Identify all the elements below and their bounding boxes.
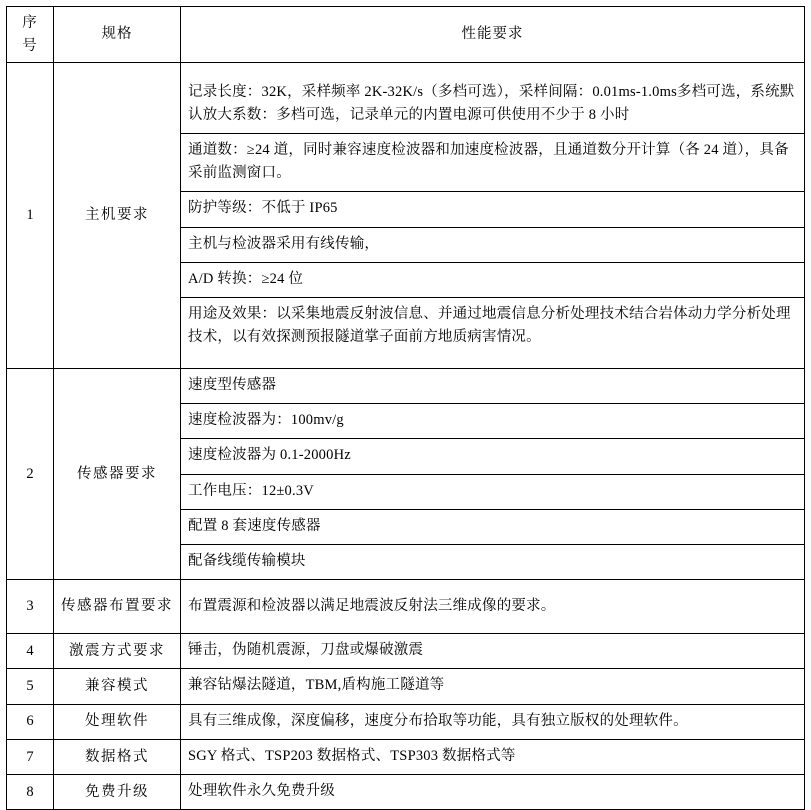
requirement-text: 速度型传感器 bbox=[181, 369, 804, 404]
requirement-list bbox=[181, 76, 804, 356]
row-index: 2 bbox=[7, 369, 54, 580]
row-index: 3 bbox=[7, 580, 54, 634]
row-spec: 传感器要求 bbox=[54, 369, 181, 580]
requirement-item bbox=[181, 297, 804, 355]
table-row bbox=[7, 669, 805, 704]
requirement-text: SGY 格式、TSP203 数据格式、TSP303 数据格式等 bbox=[188, 747, 516, 764]
row-index: 5 bbox=[7, 669, 54, 704]
row-requirements bbox=[181, 634, 805, 669]
table-row bbox=[7, 63, 805, 369]
requirement-item bbox=[181, 134, 804, 192]
table-row bbox=[7, 634, 805, 669]
table-header-row bbox=[7, 7, 805, 63]
requirement-item bbox=[181, 76, 804, 134]
requirement-item bbox=[181, 192, 804, 227]
column-header-index bbox=[7, 7, 54, 63]
requirement-text: 速度检波器为：100mv/g bbox=[181, 404, 804, 439]
requirement-text: 速度检波器为 0.1-2000Hz bbox=[181, 439, 804, 474]
requirement-text: 通道数：≥24 道，同时兼容速度检波器和加速度检波器，且通道数分开计算（各 24 道），具备采前监测窗口。 bbox=[181, 134, 804, 192]
requirement-text: 处理软件永久免费升级 bbox=[188, 782, 335, 799]
requirement-text: 记录长度：32K，采样频率 2K-32K/s（多档可选），采样间隔：0.01ms-1.0ms多档可选，系统默认放大系数：多档可选，记录单元的内置电源可供使用不少于 8 小时 bbox=[181, 76, 804, 134]
row-spec: 传感器布置要求 bbox=[54, 580, 181, 634]
table-row bbox=[7, 704, 805, 739]
row-requirements bbox=[181, 774, 805, 809]
row-requirements bbox=[181, 704, 805, 739]
row-index: 8 bbox=[7, 774, 54, 809]
row-requirements bbox=[181, 369, 805, 580]
requirement-item bbox=[181, 474, 804, 509]
requirement-text: 配备线缆传输模块 bbox=[188, 552, 306, 569]
requirement-list bbox=[181, 369, 804, 579]
row-spec: 兼容模式 bbox=[54, 669, 181, 704]
requirement-item bbox=[181, 439, 804, 474]
row-requirements bbox=[181, 739, 805, 774]
requirement-item bbox=[181, 369, 804, 404]
row-spec: 主机要求 bbox=[54, 63, 181, 369]
requirement-item bbox=[181, 404, 804, 439]
row-requirements bbox=[181, 580, 805, 634]
table-row bbox=[7, 580, 805, 634]
row-index: 4 bbox=[7, 634, 54, 669]
requirement-text: 防护等级：不低于 IP65 bbox=[181, 192, 804, 227]
table-header bbox=[7, 7, 805, 63]
row-spec: 激震方式要求 bbox=[54, 634, 181, 669]
row-requirements bbox=[181, 669, 805, 704]
row-spec: 处理软件 bbox=[54, 704, 181, 739]
requirement-text: 布置震源和检波器以满足地震波反射法三维成像的要求。 bbox=[188, 597, 556, 614]
requirement-text: 具有三维成像，深度偏移，速度分布拾取等功能，具有独立版权的处理软件。 bbox=[188, 712, 688, 729]
requirement-item bbox=[181, 544, 804, 579]
requirement-item bbox=[181, 227, 804, 262]
requirement-text: 用途及效果：以采集地震反射波信息、并通过地震信息分析处理技术结合岩体动力学分析处理技术，以有效探测预报隧道掌子面前方地质病害情况。 bbox=[188, 305, 791, 346]
specification-table bbox=[6, 6, 805, 810]
row-index: 7 bbox=[7, 739, 54, 774]
column-header-index-line1: 序 bbox=[22, 15, 38, 32]
column-header-index-line2: 号 bbox=[22, 37, 38, 54]
table-row bbox=[7, 774, 805, 809]
requirement-text: 锤击，伪随机震源，刀盘或爆破激震 bbox=[188, 642, 424, 659]
row-index: 6 bbox=[7, 704, 54, 739]
requirement-text: 主机与检波器采用有线传输， bbox=[181, 227, 804, 262]
requirement-text: 工作电压：12±0.3V bbox=[181, 474, 804, 509]
table-row bbox=[7, 369, 805, 580]
row-index: 1 bbox=[7, 63, 54, 369]
row-requirements bbox=[181, 63, 805, 369]
table-row bbox=[7, 739, 805, 774]
requirement-text: 兼容钻爆法隧道，TBM,盾构施工隧道等 bbox=[188, 677, 445, 694]
column-header-requirement: 性能要求 bbox=[181, 7, 805, 63]
requirement-item bbox=[181, 262, 804, 297]
table-body bbox=[7, 63, 805, 810]
requirement-text: 配置 8 套速度传感器 bbox=[181, 509, 804, 544]
requirement-item bbox=[181, 509, 804, 544]
requirement-text: A/D 转换：≥24 位 bbox=[181, 262, 804, 297]
row-spec: 免费升级 bbox=[54, 774, 181, 809]
column-header-spec: 规格 bbox=[54, 7, 181, 63]
row-spec: 数据格式 bbox=[54, 739, 181, 774]
